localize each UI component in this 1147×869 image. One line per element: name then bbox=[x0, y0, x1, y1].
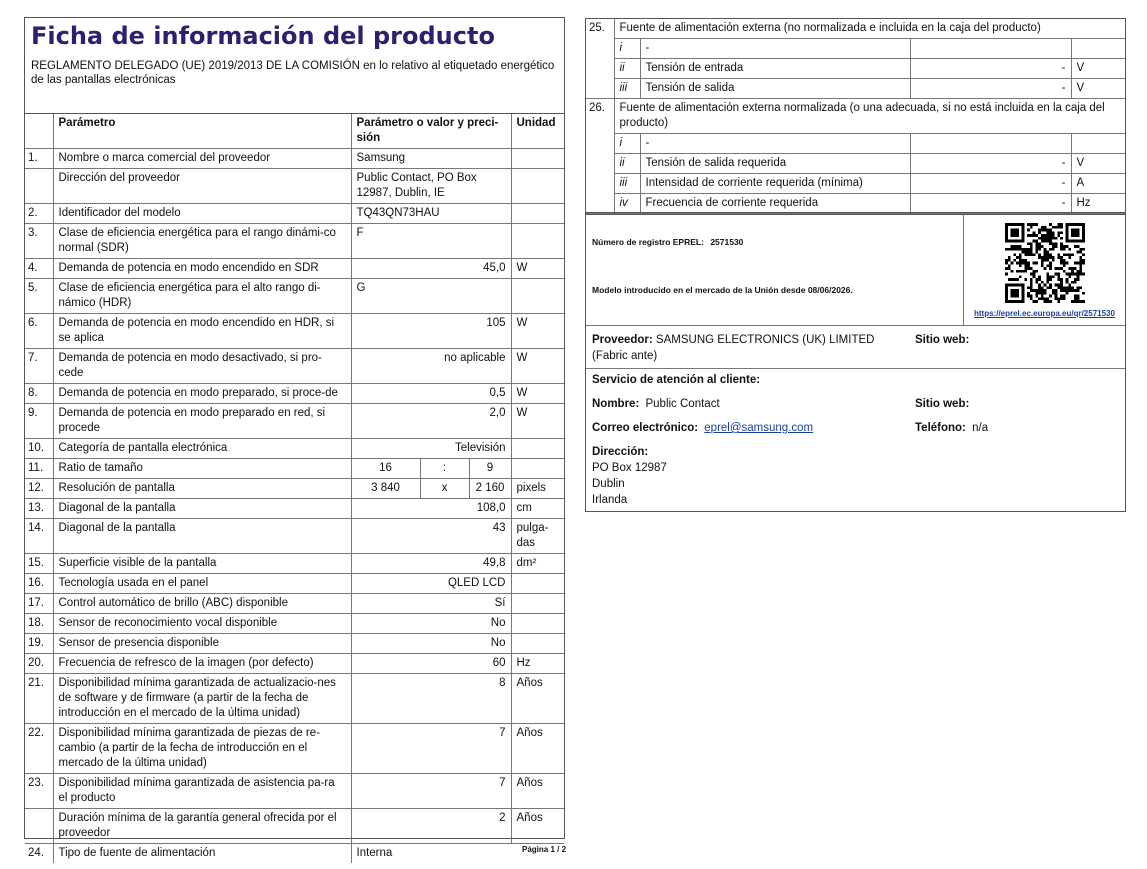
col-param: Parámetro bbox=[53, 114, 351, 149]
param-value: F bbox=[351, 224, 511, 259]
param-label: Frecuencia de refresco de la imagen (por defecto) bbox=[53, 654, 351, 674]
table-row bbox=[25, 724, 564, 774]
row-number: 11. bbox=[25, 459, 53, 479]
website2-label: Sitio web: bbox=[915, 398, 970, 410]
res-height: 2 160 bbox=[475, 482, 505, 494]
table-row bbox=[25, 224, 564, 259]
param-unit: Años bbox=[511, 809, 564, 844]
supply-value: - bbox=[910, 154, 1071, 174]
param-unit bbox=[511, 224, 564, 259]
address-block bbox=[592, 444, 667, 508]
supply-label: - bbox=[640, 134, 910, 154]
param-unit bbox=[511, 634, 564, 654]
param-label: Demanda de potencia en modo encendido en HDR, si se aplica bbox=[53, 314, 351, 349]
qr-code-icon[interactable] bbox=[1005, 223, 1085, 303]
eprel-box bbox=[585, 212, 1126, 512]
email-link[interactable]: eprel@samsung.com bbox=[704, 422, 814, 434]
roman-index: i bbox=[614, 134, 640, 154]
section-number: 26. bbox=[586, 99, 614, 214]
table-row bbox=[25, 404, 564, 439]
table-row bbox=[25, 169, 564, 204]
param-unit bbox=[511, 459, 564, 479]
table-row bbox=[25, 439, 564, 459]
section-title: Fuente de alimentación externa normalizada (o una adecuada, si no está incluida en la caja del producto) bbox=[614, 99, 1125, 134]
col-unit: Unidad bbox=[511, 114, 564, 149]
param-label: Dirección del proveedor bbox=[53, 169, 351, 204]
param-value: 49,8 bbox=[351, 554, 511, 574]
address-line: PO Box 12987 bbox=[592, 462, 667, 474]
table-row bbox=[25, 204, 564, 224]
param-value: 43 bbox=[351, 519, 511, 554]
param-value: 45,0 bbox=[351, 259, 511, 279]
supply-label: Tensión de salida requerida bbox=[640, 154, 910, 174]
param-value: 7 bbox=[351, 724, 511, 774]
roman-index: i bbox=[614, 39, 640, 59]
table-row bbox=[25, 459, 564, 479]
parameters-table bbox=[25, 114, 567, 863]
email-row bbox=[592, 420, 813, 436]
row-number: 21. bbox=[25, 674, 53, 724]
table-row bbox=[25, 809, 564, 844]
param-unit: Años bbox=[511, 674, 564, 724]
param-label: Diagonal de la pantalla bbox=[53, 519, 351, 554]
param-value: G bbox=[351, 279, 511, 314]
param-label: Demanda de potencia en modo encendido en SDR bbox=[53, 259, 351, 279]
param-value: 2 bbox=[351, 809, 511, 844]
table-header-row bbox=[25, 114, 564, 149]
power-supply-table bbox=[585, 18, 1126, 215]
contact-name-value: Public Contact bbox=[645, 398, 720, 410]
param-label: Disponibilidad mínima garantizada de asistencia pa-ra el producto bbox=[53, 774, 351, 809]
param-label: Superficie visible de la pantalla bbox=[53, 554, 351, 574]
param-value: 60 bbox=[351, 654, 511, 674]
row-number: 16. bbox=[25, 574, 53, 594]
param-unit: Años bbox=[511, 774, 564, 809]
row-number: 2. bbox=[25, 204, 53, 224]
phone-row bbox=[915, 420, 988, 436]
table-row bbox=[25, 499, 564, 519]
param-label: Identificador del modelo bbox=[53, 204, 351, 224]
roman-index: iv bbox=[614, 194, 640, 214]
row-number: 24. bbox=[25, 844, 53, 864]
param-label: Demanda de potencia en modo preparado, si proce-de bbox=[53, 384, 351, 404]
supply-value: - bbox=[910, 59, 1071, 79]
param-unit bbox=[511, 574, 564, 594]
resolution-value bbox=[351, 479, 511, 499]
customer-service-label: Servicio de atención al cliente: bbox=[592, 374, 761, 386]
table-row bbox=[586, 19, 1125, 39]
param-value: 108,0 bbox=[351, 499, 511, 519]
param-value: 2,0 bbox=[351, 404, 511, 439]
supply-unit bbox=[1071, 134, 1125, 154]
param-label: Sensor de reconocimiento vocal disponible bbox=[53, 614, 351, 634]
param-value: Sí bbox=[351, 594, 511, 614]
row-number: 10. bbox=[25, 439, 53, 459]
param-unit: W bbox=[511, 404, 564, 439]
col-value: Parámetro o valor y preci-sión bbox=[351, 114, 511, 149]
table-row bbox=[25, 774, 564, 809]
address-label: Dirección: bbox=[592, 446, 649, 458]
table-row bbox=[586, 174, 1125, 194]
param-label: Tecnología usada en el panel bbox=[53, 574, 351, 594]
table-row bbox=[25, 634, 564, 654]
res-sep: x bbox=[420, 479, 469, 498]
param-label: Resolución de pantalla bbox=[53, 479, 351, 499]
supplier-value: SAMSUNG ELECTRONICS (UK) LIMITED (Fabric ante) bbox=[592, 334, 875, 362]
res-width: 3 840 bbox=[352, 479, 421, 498]
table-row bbox=[586, 154, 1125, 174]
param-unit bbox=[511, 279, 564, 314]
param-label: Diagonal de la pantalla bbox=[53, 499, 351, 519]
supply-unit: V bbox=[1071, 59, 1125, 79]
param-unit: Hz bbox=[511, 654, 564, 674]
param-label: Nombre o marca comercial del proveedor bbox=[53, 149, 351, 169]
table-row bbox=[25, 674, 564, 724]
table-row bbox=[25, 654, 564, 674]
param-label: Tipo de fuente de alimentación bbox=[53, 844, 351, 864]
table-row bbox=[586, 134, 1125, 154]
param-value: 8 bbox=[351, 674, 511, 724]
param-unit bbox=[511, 204, 564, 224]
row-number: 19. bbox=[25, 634, 53, 654]
contact-name-row bbox=[592, 396, 720, 412]
table-row bbox=[25, 574, 564, 594]
row-number: 12. bbox=[25, 479, 53, 499]
param-unit: pixels bbox=[511, 479, 564, 499]
eprel-reg-label: Número de registro EPREL: bbox=[592, 237, 704, 247]
supply-label: Tensión de salida bbox=[640, 79, 910, 99]
eprel-reg-value: 2571530 bbox=[710, 237, 744, 247]
address-line: Dublin bbox=[592, 478, 625, 490]
param-value: no aplicable bbox=[351, 349, 511, 384]
param-value: Public Contact, PO Box 12987, Dublin, IE bbox=[351, 169, 511, 204]
roman-index: ii bbox=[614, 59, 640, 79]
table-row bbox=[25, 259, 564, 279]
row-number: 23. bbox=[25, 774, 53, 809]
param-unit bbox=[511, 169, 564, 204]
param-unit bbox=[511, 614, 564, 634]
row-number: 1. bbox=[25, 149, 53, 169]
eprel-market-text: Modelo introducido en el mercado de la Unión desde 08/06/2026. bbox=[592, 285, 853, 295]
table-row bbox=[25, 149, 564, 169]
supply-label: Tensión de entrada bbox=[640, 59, 910, 79]
param-unit: W bbox=[511, 349, 564, 384]
param-unit: Años bbox=[511, 724, 564, 774]
section-title: Fuente de alimentación externa (no normalizada e incluida en la caja del producto) bbox=[614, 19, 1125, 39]
table-row bbox=[25, 279, 564, 314]
param-value: 105 bbox=[351, 314, 511, 349]
row-number: 22. bbox=[25, 724, 53, 774]
qr-cell bbox=[963, 213, 1126, 325]
table-row bbox=[25, 554, 564, 574]
table-row bbox=[25, 314, 564, 349]
supplier-row bbox=[592, 332, 912, 364]
table-row bbox=[25, 614, 564, 634]
row-number: 6. bbox=[25, 314, 53, 349]
row-number: 18. bbox=[25, 614, 53, 634]
table-row bbox=[586, 194, 1125, 214]
address-line: Irlanda bbox=[592, 494, 628, 506]
roman-index: iii bbox=[614, 174, 640, 194]
param-unit bbox=[511, 439, 564, 459]
supply-unit: Hz bbox=[1071, 194, 1125, 214]
table-row bbox=[586, 39, 1125, 59]
table-row bbox=[25, 594, 564, 614]
param-value: Televisión bbox=[351, 439, 511, 459]
supply-unit: V bbox=[1071, 154, 1125, 174]
supply-unit: A bbox=[1071, 174, 1125, 194]
table-row bbox=[25, 349, 564, 384]
row-number: 13. bbox=[25, 499, 53, 519]
phone-label: Teléfono: bbox=[915, 422, 966, 434]
supply-value bbox=[910, 134, 1071, 154]
ratio-value bbox=[351, 459, 511, 479]
param-label: Disponibilidad mínima garantizada de piezas de re-cambio (a partir de la fecha de introducción en el mercado de la última unidad) bbox=[53, 724, 351, 774]
supply-value: - bbox=[910, 79, 1071, 99]
eprel-header bbox=[586, 213, 1125, 326]
table-row bbox=[586, 99, 1125, 134]
section-number: 25. bbox=[586, 19, 614, 99]
param-label: Clase de eficiencia energética para el rango dinámi-co normal (SDR) bbox=[53, 224, 351, 259]
supply-unit bbox=[1071, 39, 1125, 59]
website-label: Sitio web: bbox=[915, 334, 970, 346]
table-row bbox=[25, 844, 564, 864]
param-unit: dm² bbox=[511, 554, 564, 574]
ratio-a: 16 bbox=[352, 459, 421, 478]
ratio-sep: : bbox=[420, 459, 469, 478]
param-unit bbox=[511, 149, 564, 169]
row-number: 15. bbox=[25, 554, 53, 574]
page-title: Ficha de información del producto bbox=[31, 22, 495, 50]
table-row bbox=[25, 519, 564, 554]
param-unit: W bbox=[511, 314, 564, 349]
contact-name-label: Nombre: bbox=[592, 398, 640, 410]
param-value: 7 bbox=[351, 774, 511, 809]
supply-value: - bbox=[910, 174, 1071, 194]
param-label: Clase de eficiencia energética para el alto rango di-námico (HDR) bbox=[53, 279, 351, 314]
row-number: 14. bbox=[25, 519, 53, 554]
row-number: 8. bbox=[25, 384, 53, 404]
row-number: 7. bbox=[25, 349, 53, 384]
row-number: 20. bbox=[25, 654, 53, 674]
page-number: Página 1 / 2 bbox=[522, 845, 567, 854]
row-number: 9. bbox=[25, 404, 53, 439]
roman-index: ii bbox=[614, 154, 640, 174]
param-value: QLED LCD bbox=[351, 574, 511, 594]
param-value: Samsung bbox=[351, 149, 511, 169]
ratio-b: 9 bbox=[486, 462, 494, 474]
supply-label: - bbox=[640, 39, 910, 59]
supply-label: Frecuencia de corriente requerida bbox=[640, 194, 910, 214]
supplier-label: Proveedor: bbox=[592, 334, 653, 346]
header bbox=[25, 18, 564, 114]
param-label: Sensor de presencia disponible bbox=[53, 634, 351, 654]
param-label: Demanda de potencia en modo preparado en red, si procede bbox=[53, 404, 351, 439]
param-unit: W bbox=[511, 259, 564, 279]
row-number bbox=[25, 169, 53, 204]
param-value: No bbox=[351, 614, 511, 634]
param-unit bbox=[511, 594, 564, 614]
supply-label: Intensidad de corriente requerida (mínima) bbox=[640, 174, 910, 194]
param-unit: pulga-das bbox=[511, 519, 564, 554]
table-row bbox=[25, 479, 564, 499]
param-value: 0,5 bbox=[351, 384, 511, 404]
row-number: 4. bbox=[25, 259, 53, 279]
param-label: Ratio de tamaño bbox=[53, 459, 351, 479]
email-label: Correo electrónico: bbox=[592, 422, 699, 434]
param-label: Duración mínima de la garantía general ofrecida por el proveedor bbox=[53, 809, 351, 844]
supply-unit: V bbox=[1071, 79, 1125, 99]
row-number: 3. bbox=[25, 224, 53, 259]
table-row bbox=[586, 79, 1125, 99]
supply-value bbox=[910, 39, 1071, 59]
param-unit: cm bbox=[511, 499, 564, 519]
regulation-subtitle: REGLAMENTO DELEGADO (UE) 2019/2013 DE LA COMISIÓN en lo relativo al etiquetado energético de las pantallas electrónicas bbox=[31, 60, 555, 86]
param-label: Disponibilidad mínima garantizada de actualizacio-nes de software y de firmware (a partir de la fecha de introducción en el mercado de la última unidad) bbox=[53, 674, 351, 724]
param-value: Interna bbox=[351, 844, 564, 864]
phone-value: n/a bbox=[972, 422, 989, 434]
param-label: Control automático de brillo (ABC) disponible bbox=[53, 594, 351, 614]
param-label: Categoría de pantalla electrónica bbox=[53, 439, 351, 459]
table-row bbox=[586, 59, 1125, 79]
row-number: 5. bbox=[25, 279, 53, 314]
table-row bbox=[25, 384, 564, 404]
eprel-qr-link[interactable]: https://eprel.ec.europa.eu/qr/2571530 bbox=[974, 309, 1115, 318]
supply-value: - bbox=[910, 194, 1071, 214]
param-value: TQ43QN73HAU bbox=[351, 204, 511, 224]
row-number: 17. bbox=[25, 594, 53, 614]
param-value: No bbox=[351, 634, 511, 654]
roman-index: iii bbox=[614, 79, 640, 99]
row-number bbox=[25, 809, 53, 844]
param-unit: W bbox=[511, 384, 564, 404]
param-label: Demanda de potencia en modo desactivado, si pro-cede bbox=[53, 349, 351, 384]
